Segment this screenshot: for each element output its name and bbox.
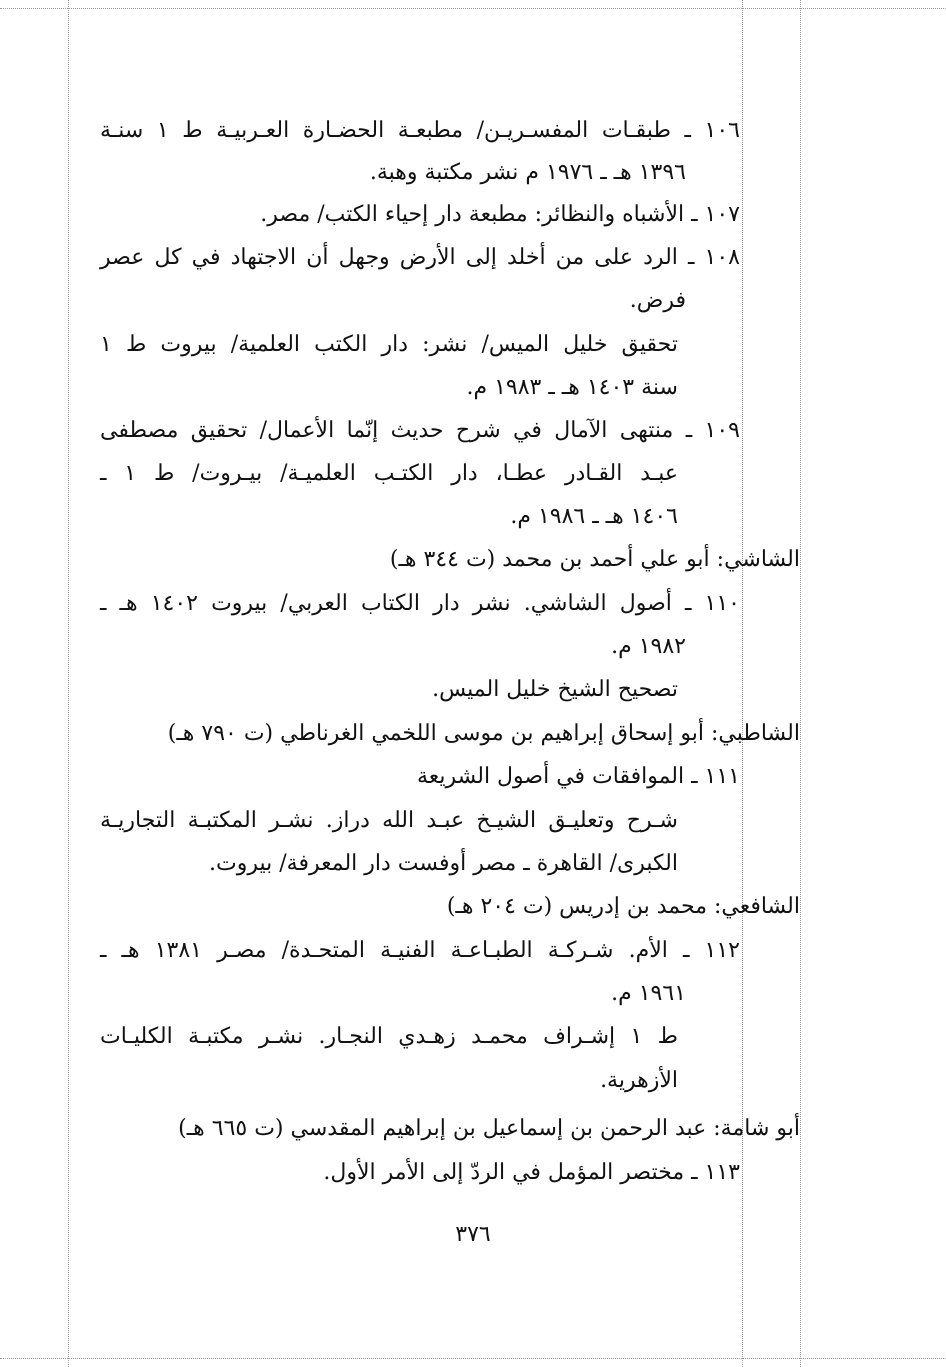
entry-112-line-2: ١٩٦١ م.	[611, 981, 686, 1006]
author-heading: الشافعي: محمد بن إدريس (ت ٢٠٤ هـ)	[446, 894, 800, 919]
entry-111-note-line-1: شـرح وتعليـق الشيـخ عبـد الله دراز. نشـر المكتبـة التجاريـة	[100, 808, 678, 833]
entry-107-line-1: ١٠٧ ـ الأشباه والنظائر: مطبعة دار إحياء الكتب/ مصر.	[260, 202, 740, 227]
entry-108-line-1: ١٠٨ ـ الرد على من أخلد إلى الأرض وجهل أن الاجتهاد في كل عصر	[100, 245, 740, 270]
entry-109-line-2: عبـد القـادر عطـا، دار الكتـب العلميـة/ بيـروت/ ط ١ ـ	[100, 461, 678, 486]
author-heading: الشاطبي: أبو إسحاق إبراهيم بن موسى اللخمي الغرناطي (ت ٧٩٠ هـ)	[167, 721, 800, 746]
dotted-guide-line	[0, 8, 946, 9]
dotted-guide-line	[68, 0, 69, 1367]
entry-110-note-line-1: تصحيح الشيخ خليل الميس.	[432, 677, 678, 702]
entry-112-line-1: ١١٢ ـ الأم. شـركـة الطبـاعـة الفنيـة المتحـدة/ مصـر ١٣٨١ هـ ـ	[100, 938, 740, 963]
author-heading: أبو شامة: عبد الرحمن بن إسماعيل بن إبراهيم المقدسي (ت ٦٦٥ هـ)	[178, 1116, 800, 1141]
entry-108-note-line-1: تحقيق خليل الميس/ نشر: دار الكتب العلمية/ بيروت ط ١	[100, 332, 678, 357]
entry-109-line-3: ١٤٠٦ هـ ـ ١٩٨٦ م.	[510, 504, 678, 529]
dotted-guide-line	[742, 0, 743, 1367]
author-heading: الشاشي: أبو علي أحمد بن محمد (ت ٣٤٤ هـ)	[389, 547, 800, 572]
entry-108-line-2: فرض.	[629, 288, 686, 313]
entry-106-line-2: ١٣٩٦ هـ ـ ١٩٧٦ م نشر مكتبة وهبة.	[369, 160, 686, 185]
entry-108-note-line-2: سنة ١٤٠٣ هـ ـ ١٩٨٣ م.	[466, 375, 678, 400]
entry-110-line-2: ١٩٨٢ م.	[611, 634, 686, 659]
entry-112-note-line-1: ط ١ إشـراف محمـد زهـدي النجـار. نشـر مكتبـة الكليـات	[100, 1024, 678, 1049]
page-number: ٣٧٦	[455, 1222, 491, 1247]
entry-113-line-1: ١١٣ ـ مختصر المؤمل في الردّ إلى الأمر الأول.	[323, 1160, 740, 1185]
dotted-guide-line	[0, 1358, 946, 1359]
entry-112-note-line-2: الأزهرية.	[600, 1068, 678, 1093]
dotted-guide-line	[800, 0, 801, 1367]
entry-111-line-1: ١١١ ـ الموافقات في أصول الشريعة	[416, 764, 740, 789]
entry-110-line-1: ١١٠ ـ أصول الشاشي. نشر دار الكتاب العربي/ بيروت ١٤٠٢ هـ ـ	[100, 591, 740, 616]
entry-111-note-line-2: الكبرى/ القاهرة ـ مصر أوفست دار المعرفة/ بيروت.	[209, 851, 678, 876]
entry-106-line-1: ١٠٦ ـ طبقـات المفسـريـن/ مطبعـة الحضـارة العـربيـة ط ١ سنـة	[100, 118, 740, 143]
entry-109-line-1: ١٠٩ ـ منتهى الآمال في شرح حديث إنّما الأعمال/ تحقيق مصطفى	[100, 418, 740, 443]
